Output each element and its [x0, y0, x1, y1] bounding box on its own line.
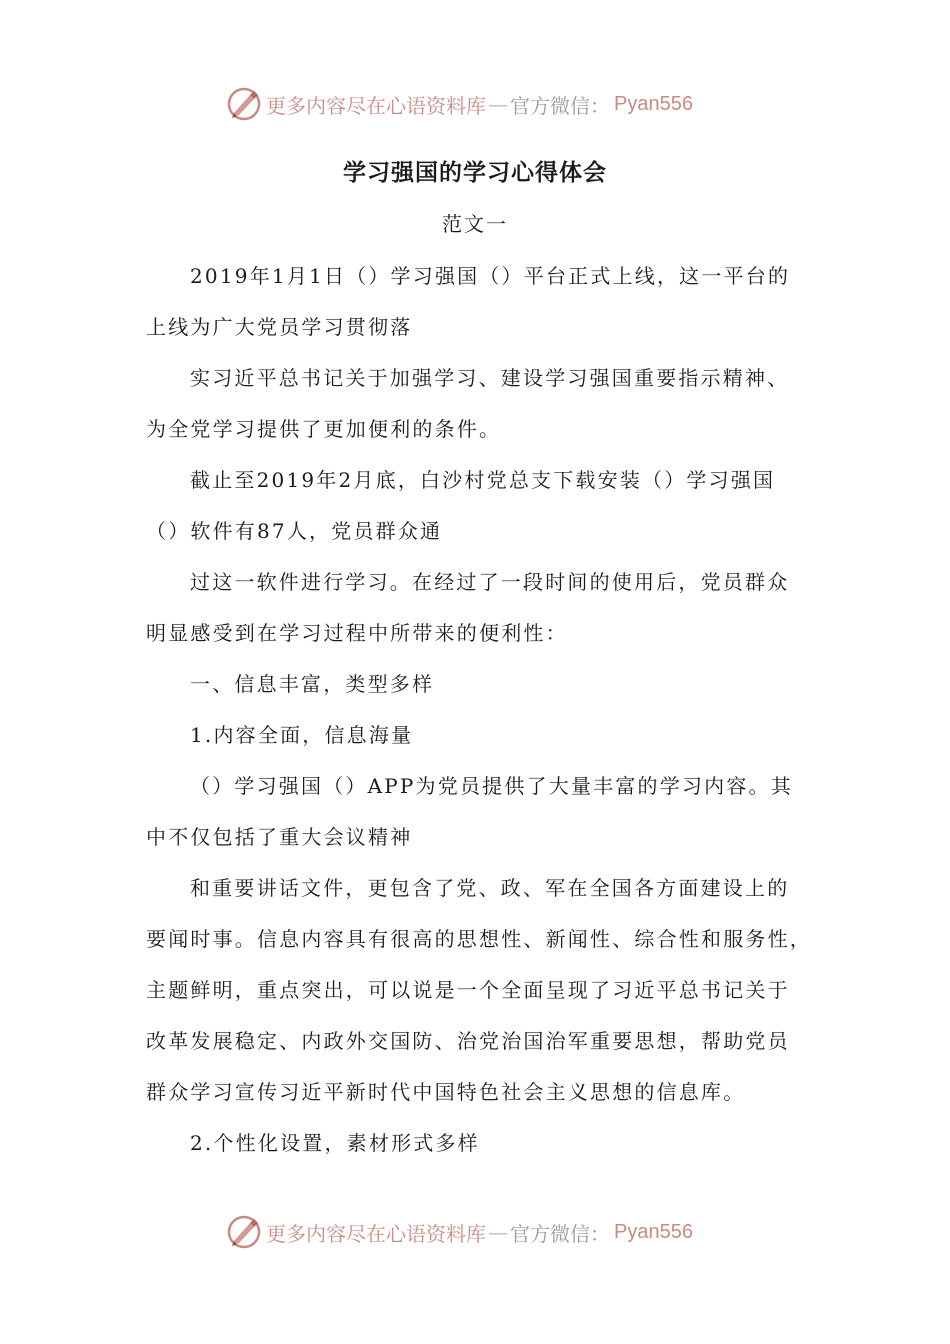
- body-line: 主题鲜明，重点突出，可以说是一个全面呈现了习近平总书记关于: [146, 978, 790, 1002]
- watermark-official-label: 官方微信：: [510, 93, 610, 118]
- document-body: [146, 256, 812, 1174]
- watermark-official-label: 官方微信：: [510, 1221, 610, 1246]
- body-line: 过这一软件进行学习。在经过了一段时间的使用后，党员群众: [190, 570, 790, 594]
- watermark-footer: [226, 1212, 693, 1252]
- document-subtitle: 范文一: [442, 212, 508, 236]
- body-line: 明显感受到在学习过程中所带来的便利性：: [146, 621, 568, 645]
- body-line: 实习近平总书记关于加强学习、建设学习强国重要指示精神、: [190, 366, 790, 390]
- watermark-separator: —: [488, 1220, 508, 1244]
- watermark-header: [226, 84, 693, 124]
- body-line: 要闻时事。信息内容具有很高的思想性、新闻性、综合性和服务性，: [146, 927, 812, 951]
- body-line: 和重要讲话文件，更包含了党、政、军在全国各方面建设上的: [190, 876, 790, 900]
- section-heading: 一、信息丰富，类型多样: [190, 672, 435, 696]
- watermark-wechat-id: Pyan556: [614, 1220, 693, 1243]
- subsection-heading: 2.个性化设置，素材形式多样: [190, 1131, 480, 1155]
- pen-logo-icon: [226, 1214, 262, 1250]
- body-line: 截止至2019年2月底，白沙村党总支下载安装（）学习强国: [190, 468, 776, 492]
- body-line: 2019年1月1日（）学习强国（）平台正式上线，这一平台的: [190, 264, 791, 288]
- watermark-brand: 更多内容尽在心语资料库: [266, 93, 486, 118]
- body-line: 群众学习宣传习近平新时代中国特色社会主义思想的信息库。: [146, 1080, 746, 1104]
- watermark-separator: —: [488, 92, 508, 116]
- pen-logo-icon: [226, 86, 262, 122]
- body-line: （）学习强国（）APP为党员提供了大量丰富的学习内容。其: [190, 774, 793, 798]
- body-line: 上线为广大党员学习贯彻落: [146, 315, 413, 339]
- body-line: 为全党学习提供了更加便利的条件。: [146, 417, 502, 441]
- body-line: 改革发展稳定、内政外交国防、治党治国治军重要思想，帮助党员: [146, 1029, 790, 1053]
- body-line: 中不仅包括了重大会议精神: [146, 825, 413, 849]
- watermark-wechat-id: Pyan556: [614, 92, 693, 115]
- document-title: 学习强国的学习心得体会: [343, 160, 607, 186]
- body-line: （）软件有87人，党员群众通: [146, 519, 443, 543]
- subsection-heading: 1.内容全面，信息海量: [190, 723, 414, 747]
- watermark-brand: 更多内容尽在心语资料库: [266, 1221, 486, 1246]
